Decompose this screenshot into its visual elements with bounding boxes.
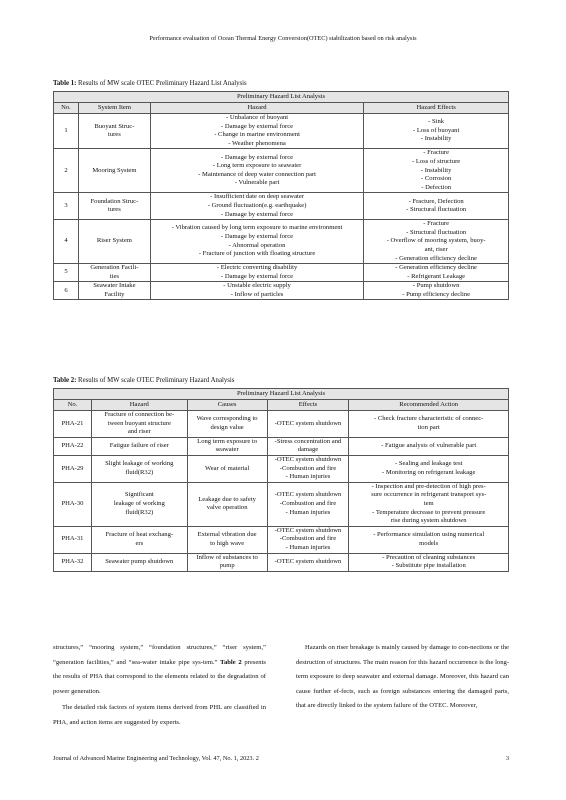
table1-group-header: Preliminary Hazard List Analysis	[54, 92, 509, 103]
table-cell-effects: - Fracture - Structural fluctuation - Overflow of mooring system, buoy- ant, riser - Generation efficiency decline	[364, 220, 509, 264]
table-row	[54, 553, 509, 571]
table-cell-no: 3	[54, 193, 79, 220]
table-cell-hazard: Significant leakage of working fluid(R32)	[91, 482, 187, 526]
table-cell-hazard: - Vibration caused by long term exposure to marine environment - Damage by external force - Abnormal operation - Fracture of junction with floating structure	[150, 220, 363, 264]
table-cell-causes: Wave corresponding to design value	[187, 411, 267, 438]
table-cell-hazard: Seawater pump shutdown	[91, 553, 187, 571]
table-cell-effects: - Pump shutdown - Pump efficiency decline	[364, 282, 509, 300]
table2-col-recommended-action: Recommended Action	[349, 400, 509, 411]
table-row	[54, 193, 509, 220]
table-cell-causes: Long term exposure to seawater	[187, 437, 267, 455]
journal-citation: Journal of Advanced Marine Engineering and Technology, Vol. 47, No. 1, 2023. 2	[53, 755, 259, 762]
table-cell-causes: External vibration due to high wave	[187, 526, 267, 553]
page-footer	[53, 755, 509, 762]
table-cell-item: Seawater Intake Facility	[78, 282, 150, 300]
table-cell-effects: - Fracture, Defection - Structural fluctuation	[364, 193, 509, 220]
table-cell-effects: - Sink - Loss of buoyant - Instability	[364, 114, 509, 149]
table-cell-hazard: - Unbalance of buoyant - Damage by external force - Change in marine environment - Weather phenomena	[150, 114, 363, 149]
table-row	[54, 149, 509, 193]
table-cell-effects: - Fracture - Loss of structure - Instability - Corrosion - Defection	[364, 149, 509, 193]
table2-col-no: No.	[54, 400, 92, 411]
table-cell-hazard: - Insufficient date on deep seawater - Ground fluctuation(e.g. earthquake) - Damage by external force	[150, 193, 363, 220]
table-cell-no: PHA-32	[54, 553, 92, 571]
table-cell-no: PHA-29	[54, 455, 92, 482]
table-cell-action: - Performance simulation using numerical models	[349, 526, 509, 553]
table1-caption-text: Results of MW scale OTEC Preliminary Hazard List Analysis	[76, 80, 247, 87]
body-text: structures,” “mooring system,” “foundation structures,” “riser system,” “generation facilities,” and “sea-water intake pipe sys-tem.”	[53, 644, 266, 666]
table-cell-hazard: - Damage by external force - Long term exposure to seawater - Maintenance of deep water connection part - Vulnerable part	[150, 149, 363, 193]
table-cell-no: 6	[54, 282, 79, 300]
table-cell-effects: -OTEC system shutdown -Combustion and fire - Human injuries	[267, 526, 349, 553]
table-cell-effects: - Generation efficiency decline - Refrigerant Leakage	[364, 264, 509, 282]
table-cell-action: - Check fracture characteristic of connec- tion part	[349, 411, 509, 438]
table-cell-hazard: - Electric converting disability - Damage by external force	[150, 264, 363, 282]
table-cell-effects: -OTEC system shutdown -Combustion and fire - Human injuries	[267, 482, 349, 526]
table-cell-no: PHA-21	[54, 411, 92, 438]
table2-caption-text: Results of MW scale OTEC Preliminary Hazard Analysis	[76, 377, 235, 384]
table-cell-action: - Inspection and pre-detection of high pres- sure occurrence in refrigerant transport sys- tem - Temperature decrease to prevent pressure rise during system shutdown	[349, 482, 509, 526]
table-cell-hazard: Slight leakage of working fluid(R32)	[91, 455, 187, 482]
table-cell-effects: -OTEC system shutdown	[267, 411, 349, 438]
body-paragraph: The detailed risk factors of system items derived from PHL are classified in PHA, and action items are suggested by experts.	[53, 704, 266, 726]
table-cell-item: Riser System	[78, 220, 150, 264]
table1	[53, 91, 509, 300]
page-number: 3	[505, 755, 509, 762]
table-cell-no: PHA-22	[54, 437, 92, 455]
table1-col-hazard-effects: Hazard Effects	[364, 103, 509, 114]
body-text: presents the results of PHA that correspond to the elements related to the degradation of power generation.	[53, 658, 266, 695]
table-cell-no: 2	[54, 149, 79, 193]
table-cell-item: Foundation Struc- tures	[78, 193, 150, 220]
table-cell-action: - Fatigue analysis of vulnerable part	[349, 437, 509, 455]
table-row	[54, 482, 509, 526]
table-row	[54, 455, 509, 482]
table-cell-hazard: Fracture of connection be- tween buoyant structure and riser	[91, 411, 187, 438]
table2	[53, 388, 509, 572]
table-cell-effects: -Stress concentration and damage	[267, 437, 349, 455]
body-column-left	[53, 641, 266, 731]
table-cell-causes: Inflow of substances to pump	[187, 553, 267, 571]
table-reference: Table 2	[220, 658, 242, 666]
body-paragraph	[53, 641, 266, 699]
table1-caption-label: Table 1:	[53, 80, 77, 87]
table-cell-effects: -OTEC system shutdown	[267, 553, 349, 571]
body-column-right	[296, 641, 509, 714]
table-row	[54, 220, 509, 264]
table-cell-action: - Precaution of cleaning substances - Substitute pipe installation	[349, 553, 509, 571]
table-row	[54, 282, 509, 300]
table1-col-system-item: System Item	[78, 103, 150, 114]
body-paragraph: Hazards on riser breakage is mainly caused by damage to con-nections or the destruction of structures. The main reason for this hazard occurrence is the long-term exposure to deep seawater and external damage. Moreover, this hazard can cause further ef-fects, such as foreign substances entering the damaged parts, that are directly linked to the system failure of the OTEC. Moreover,	[296, 644, 509, 710]
table-cell-causes: Wear of material	[187, 455, 267, 482]
table-cell-no: 5	[54, 264, 79, 282]
table-cell-no: 4	[54, 220, 79, 264]
table-cell-action: - Sealing and leakage test - Monitoring on refrigerant leakage	[349, 455, 509, 482]
table-cell-no: PHA-31	[54, 526, 92, 553]
table2-col-effects: Effects	[267, 400, 349, 411]
table-cell-effects: -OTEC system shutdown -Combustion and fire - Human injuries	[267, 455, 349, 482]
table2-col-hazard: Hazard	[91, 400, 187, 411]
table-row	[54, 114, 509, 149]
table1-caption	[53, 80, 247, 87]
table-cell-item: Buoyant Struc- tures	[78, 114, 150, 149]
table2-group-header: Preliminary Hazard List Analysis	[54, 389, 509, 400]
table1-col-no: No.	[54, 103, 79, 114]
running-head: Performance evaluation of Ocean Thermal Energy Conversion(OTEC) stabilization based on risk analysis	[149, 35, 417, 42]
table2-caption-label: Table 2:	[53, 377, 77, 384]
table2-caption	[53, 377, 234, 384]
table-row	[54, 526, 509, 553]
table-cell-item: Generation Facili- ties	[78, 264, 150, 282]
table-cell-hazard: Fracture of heat exchang- ers	[91, 526, 187, 553]
table1-col-hazard: Hazard	[150, 103, 363, 114]
table-row	[54, 411, 509, 438]
table2-col-causes: Causes	[187, 400, 267, 411]
table-cell-hazard: - Unstable electric supply - Inflow of particles	[150, 282, 363, 300]
table-cell-hazard: Fatigue failure of riser	[91, 437, 187, 455]
table-cell-item: Mooring System	[78, 149, 150, 193]
table-cell-no: 1	[54, 114, 79, 149]
table-row	[54, 264, 509, 282]
table-row	[54, 437, 509, 455]
table-cell-causes: Leakage due to safety valve operation	[187, 482, 267, 526]
table-cell-no: PHA-30	[54, 482, 92, 526]
